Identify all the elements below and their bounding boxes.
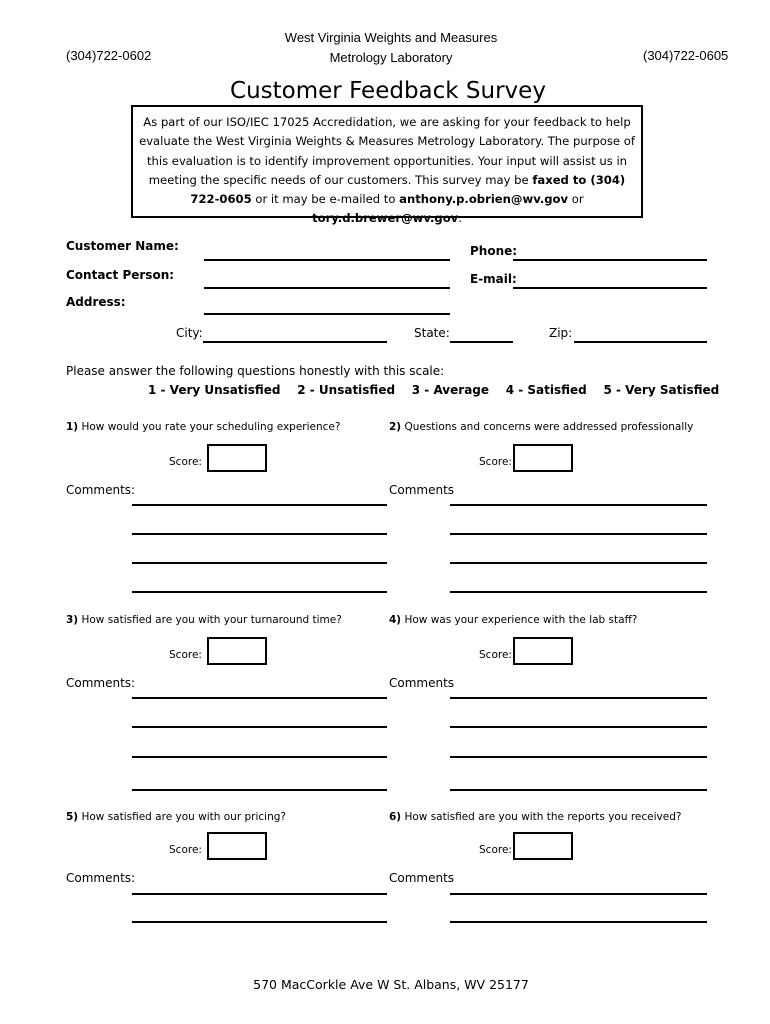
phone-right: (304)722-0605 (643, 48, 729, 63)
comments-label-4: Comments (389, 676, 455, 690)
score-box-2[interactable] (513, 444, 573, 472)
score-label-3: Score: (169, 649, 202, 661)
contact-person-label: Contact Person: (66, 268, 175, 282)
comment-line-4c[interactable] (450, 756, 707, 758)
phone-left: (304)722-0602 (66, 48, 152, 63)
intro-text-4: . (458, 211, 462, 226)
address-label: Address: (66, 295, 126, 309)
intro-text-1: As part of our ISO/IEC 17025 Accredidation, we are asking for your feedback to help evaluate the West Virginia Weights & Measures Metrology Laboratory. The purpose of this evaluation is to identify improvement opportunities. Your input will assist us in meeting the specific needs of our customers. This survey may be (139, 115, 635, 187)
question-4: 4) How was your experience with the lab staff? (389, 614, 638, 626)
score-box-5[interactable] (207, 832, 267, 860)
comment-line-6a[interactable] (450, 893, 707, 895)
comment-line-4a[interactable] (450, 697, 707, 699)
intro-email-1[interactable]: anthony.p.obrien@wv.gov (399, 192, 569, 207)
question-1: 1) How would you rate your scheduling experience? (66, 421, 341, 433)
scale-instruction: Please answer the following questions honestly with this scale: (66, 364, 445, 378)
email-field[interactable] (513, 287, 707, 289)
score-box-6[interactable] (513, 832, 573, 860)
intro-text-2: or it may be e-mailed to (251, 192, 400, 207)
comment-line-5b[interactable] (132, 921, 387, 923)
comments-label-6: Comments (389, 871, 455, 885)
comments-label-3: Comments: (66, 676, 136, 690)
customer-name-label: Customer Name: (66, 239, 179, 253)
comment-line-2d[interactable] (450, 591, 707, 593)
page-title: Customer Feedback Survey (230, 78, 546, 104)
comments-label-2: Comments (389, 483, 455, 497)
comment-line-1a[interactable] (132, 504, 387, 506)
city-field[interactable] (203, 341, 387, 343)
comment-line-1b[interactable] (132, 533, 387, 535)
comment-line-4b[interactable] (450, 726, 707, 728)
org-name-line1: West Virginia Weights and Measures (284, 30, 498, 45)
zip-label: Zip: (549, 326, 573, 340)
comment-line-3c[interactable] (132, 756, 387, 758)
score-box-1[interactable] (207, 444, 267, 472)
city-label: City: (176, 326, 203, 340)
phone-label: Phone: (470, 244, 518, 258)
score-box-4[interactable] (513, 637, 573, 665)
customer-name-field[interactable] (204, 259, 450, 261)
score-label-4: Score: (479, 649, 512, 661)
score-box-3[interactable] (207, 637, 267, 665)
intro-fax: faxed to (304) 722-0605 (190, 172, 626, 207)
comment-line-6b[interactable] (450, 921, 707, 923)
score-label-6: Score: (479, 844, 512, 856)
contact-person-field[interactable] (204, 287, 450, 289)
comment-line-2c[interactable] (450, 562, 707, 564)
question-3: 3) How satisfied are you with your turnaround time? (66, 614, 342, 626)
org-name-line2: Metrology Laboratory (329, 50, 453, 65)
zip-field[interactable] (574, 341, 707, 343)
score-label-2: Score: (479, 456, 512, 468)
scale-legend: 1 - Very Unsatisfied 2 - Unsatisfied 3 - Average 4 - Satisfied 5 - Very Satisfied (148, 383, 720, 397)
intro-email-2[interactable]: tory.d.brewer@wv.gov (312, 211, 459, 226)
question-5: 5) How satisfied are you with our pricing? (66, 811, 286, 823)
phone-field[interactable] (513, 259, 707, 261)
question-2: 2) Questions and concerns were addressed professionally (389, 421, 694, 433)
footer-address: 570 MacCorkle Ave W St. Albans, WV 25177 (253, 977, 529, 992)
comments-label-1: Comments: (66, 483, 136, 497)
comments-label-5: Comments: (66, 871, 136, 885)
comment-line-4d[interactable] (450, 789, 707, 791)
score-label-1: Score: (169, 456, 202, 468)
question-6: 6) How satisfied are you with the reports you received? (389, 811, 682, 823)
intro-text-3: or (568, 192, 584, 207)
state-field[interactable] (450, 341, 513, 343)
comment-line-1c[interactable] (132, 562, 387, 564)
comment-line-5a[interactable] (132, 893, 387, 895)
comment-line-2a[interactable] (450, 504, 707, 506)
comment-line-2b[interactable] (450, 533, 707, 535)
address-field[interactable] (204, 313, 450, 315)
comment-line-3a[interactable] (132, 697, 387, 699)
comment-line-1d[interactable] (132, 591, 387, 593)
email-label: E-mail: (470, 272, 517, 286)
state-label: State: (414, 326, 450, 340)
intro-box (131, 105, 643, 226)
comment-line-3d[interactable] (132, 789, 387, 791)
score-label-5: Score: (169, 844, 202, 856)
comment-line-3b[interactable] (132, 726, 387, 728)
